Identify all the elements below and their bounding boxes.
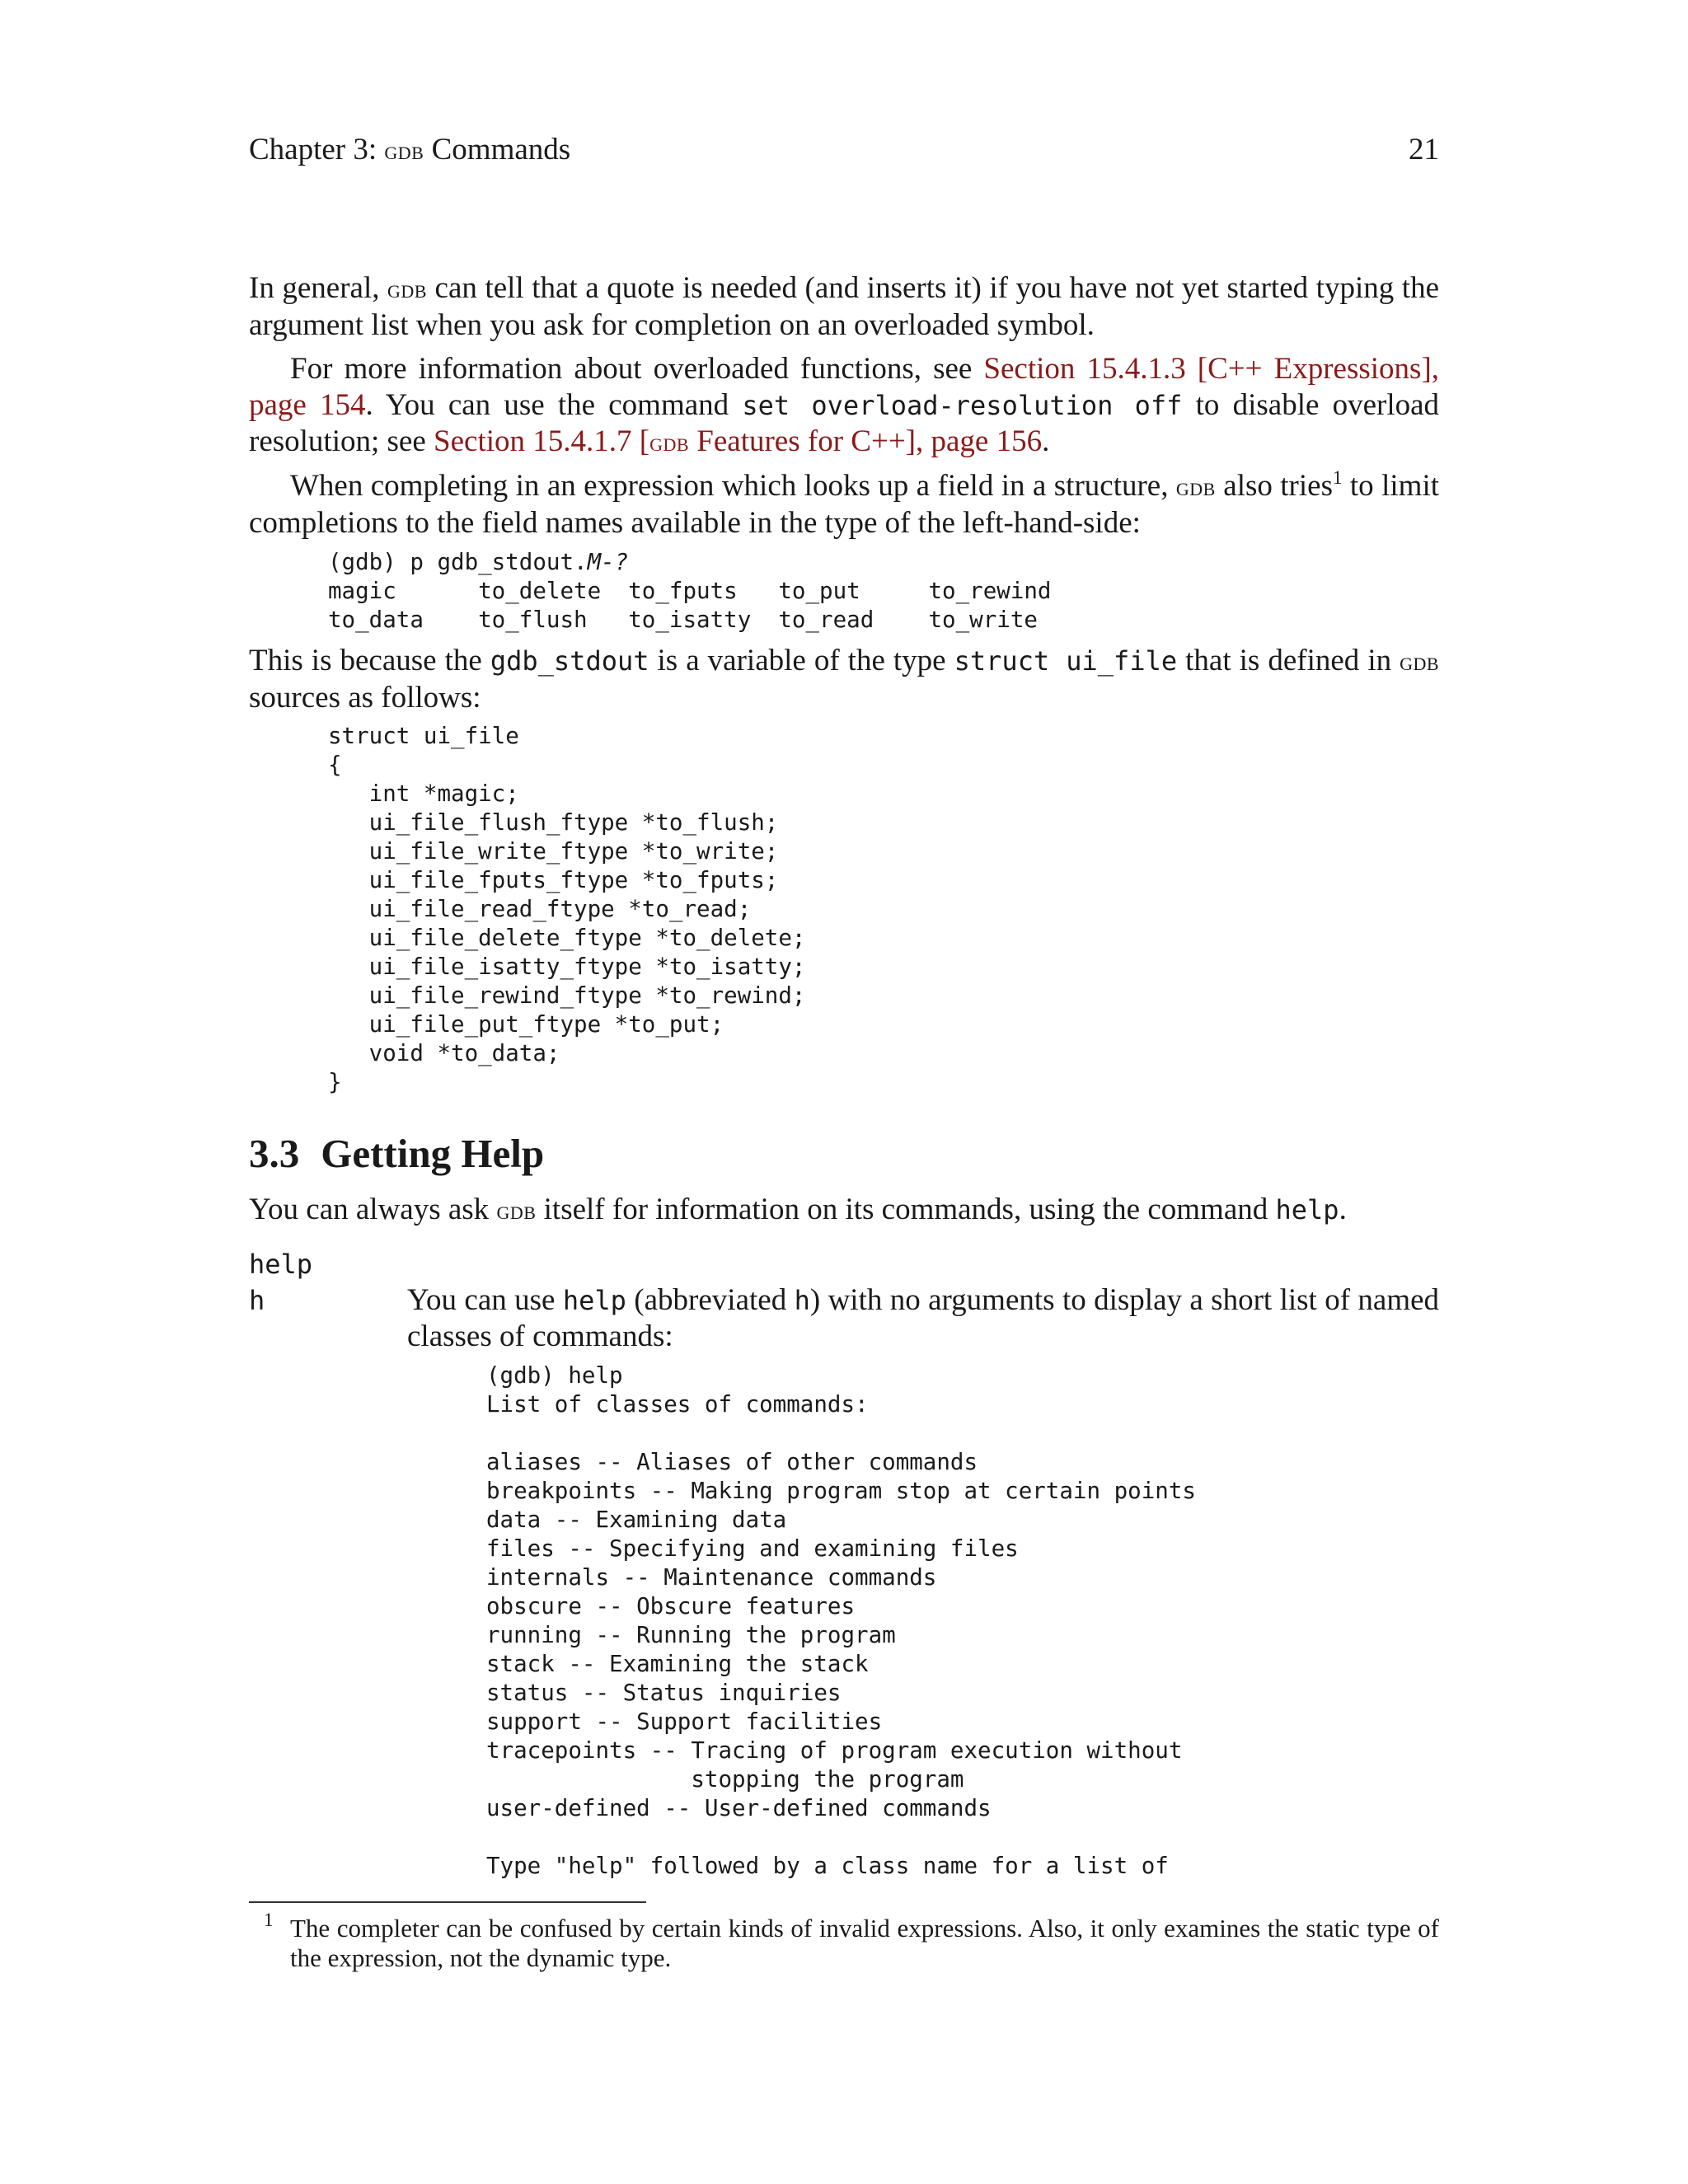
text-run: to disable overload resolution; see (249, 388, 1440, 458)
gdb-name: gdb (1175, 472, 1216, 501)
footnote-reference[interactable]: 1 (1332, 467, 1343, 488)
text-run: . You can use the command (365, 388, 729, 422)
gdb-name: gdb (1400, 647, 1440, 676)
text-run: ) with no arguments to display a short list of named classes of commands: (407, 1283, 1440, 1353)
text-run: In general, (249, 271, 380, 305)
text-run: When completing in an expression which looks up a field in a structure, (290, 469, 1169, 503)
paragraph-overload-quote (249, 270, 1439, 344)
text-run: also tries (1223, 469, 1333, 503)
chapter-suffix: Commands (431, 133, 571, 166)
section-heading (249, 1129, 544, 1179)
code-block-struct: struct ui_file { int *magic; ui_file_flush_ftype *to_flush; ui_file_write_ftype *to_write; ui_file_fputs_ftype *to_fputs; ui_file_read_ftype *to_read; ui_file_delete_ftype *to_delete; ui_file_isatty_ftype *to_isatty; ui_file_rewind_ftype *to_rewind; ui_file_put_ftype *to_put; void *to_data; } (328, 723, 806, 1095)
definition-description (407, 1282, 1439, 1355)
paragraph-ask-gdb (249, 1192, 1439, 1229)
text-run: Section 15.4.1.7 [ (434, 424, 650, 458)
keystroke: M-? (587, 549, 629, 575)
page-number: 21 (1409, 133, 1439, 166)
link-cpp-expressions[interactable]: Section 15.4.1.3 [C++ Expressions], page 154 (249, 352, 1440, 422)
gdb-name: gdb (387, 274, 427, 303)
inline-code: gdb_stdout (490, 645, 649, 677)
text-run: (gdb) p gdb_stdout. (328, 549, 588, 575)
text-run: sources as follows: (249, 681, 481, 715)
inline-code: help (562, 1285, 626, 1316)
paragraph-overload-info (249, 351, 1439, 461)
text-run: can tell that a quote is needed (and inserts it) if you have not yet started typing the argument list when you ask for completion on an overloaded symbol. (249, 271, 1439, 342)
text-run: is a variable of the type (657, 644, 946, 677)
inline-code: set overload-resolution off (742, 390, 1183, 421)
text-run: . (1042, 424, 1050, 458)
text-run: Features for C++], page 156 (696, 424, 1043, 458)
code-line (328, 548, 1052, 577)
text-run: For more information about overloaded functions, see (290, 352, 973, 386)
definition-term-help: help (249, 1249, 313, 1280)
text-run: itself for information on its commands, using the command (543, 1193, 1268, 1226)
text-run: This is because the (249, 644, 482, 677)
text-run: . (1339, 1193, 1347, 1226)
text-run: You can use (407, 1283, 556, 1317)
inline-code: struct ui_file (954, 645, 1178, 677)
definition-term-h: h (249, 1285, 265, 1316)
gdb-name: gdb (649, 428, 690, 457)
text-run: that is defined in (1185, 644, 1392, 677)
code-block-help-output: (gdb) help List of classes of commands: aliases -- Aliases of other commands breakpoints -- Making program stop at certain points data -- Examining data files -- Specifying and examining files internals -- Maintenance commands obscure -- Obscure features running -- Running the program stack -- Examining the stack status -- Status inquiries support -- Support facilities tracepoints -- Tracing of program execution without stopping the program user-defined -- User-defined commands Type "help" followed by a class name for a list of (486, 1362, 1196, 1879)
footnote-mark: 1 (264, 1910, 274, 1930)
footnote-text: The completer can be confused by certain kinds of invalid expressions. Also, it only examines the static type of the expression, not the dynamic type. (290, 1914, 1439, 1972)
text-run: (abbreviated (634, 1283, 787, 1317)
inline-code: help (1275, 1194, 1339, 1226)
code-line: to_data to_flush to_isatty to_read to_write (328, 607, 1038, 633)
gdb-name: gdb (384, 136, 424, 165)
section-number: 3.3 (249, 1131, 300, 1176)
chapter-prefix: Chapter 3: (249, 133, 377, 166)
running-header-title (249, 132, 570, 169)
text-run: You can always ask (249, 1193, 490, 1226)
inline-code: h (794, 1285, 810, 1316)
code-line: magic to_delete to_fputs to_put to_rewind (328, 578, 1052, 604)
section-title: Getting Help (321, 1131, 545, 1176)
paragraph-field-completion (249, 468, 1439, 541)
gdb-name: gdb (496, 1196, 537, 1225)
text-run: to limit completions to the field names available in the type of the left-hand-side: (249, 469, 1440, 540)
code-block-completion (328, 548, 1052, 635)
link-gdb-features-cpp[interactable] (434, 424, 1042, 458)
paragraph-gdb-stdout (249, 643, 1439, 716)
footnote-rule (249, 1901, 646, 1903)
